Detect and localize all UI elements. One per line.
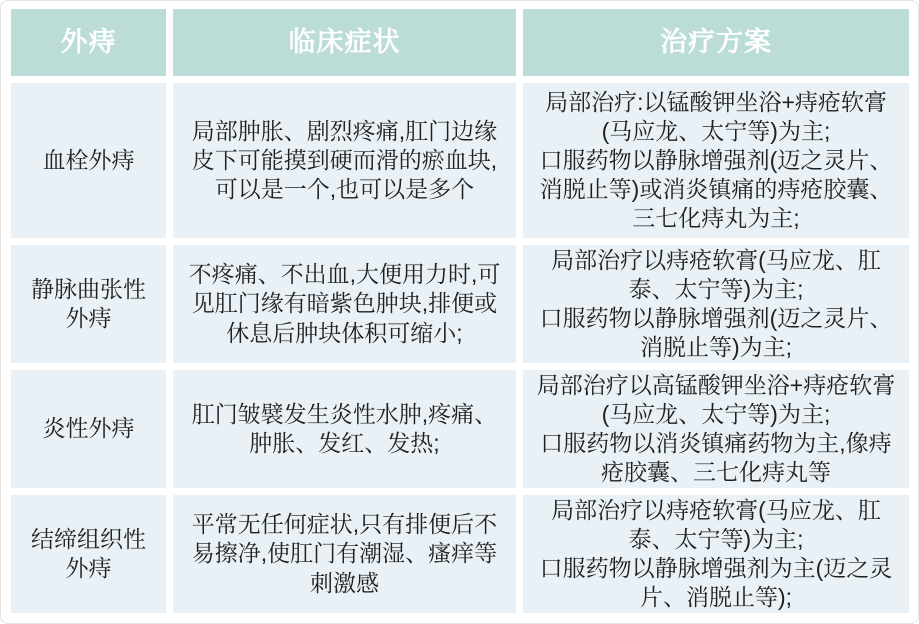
column-header-type-label: 外痔: [60, 27, 117, 58]
row-treatment-varicose: [523, 245, 909, 363]
row-name-label: 血栓外痔: [42, 146, 135, 173]
row-treatment-inflammatory: [523, 370, 909, 488]
row-symptoms-inflammatory: [173, 370, 516, 488]
symptoms-text: 平常无任何症状,只有排便后不易擦净,使肛门有潮湿、瘙痒等刺激感: [191, 511, 498, 596]
symptoms-text: 肛门皱襞发生炎性水肿,疼痛、肿胀、发红、发热;: [191, 400, 498, 456]
column-header-treatment-label: 治疗方案: [660, 27, 772, 58]
treatment-oral: 口服药物以消炎镇痛药物为主,像痔疮胶囊、三七化痔丸等: [540, 430, 892, 486]
row-treatment-thrombotic: [523, 83, 909, 238]
column-header-treatment: [523, 9, 909, 76]
row-name-label: 静脉曲张性外痔: [31, 275, 146, 331]
row-symptoms-thrombotic: [173, 83, 516, 238]
row-symptoms-connective-tissue: [173, 495, 516, 613]
symptoms-text: 局部肿胀、剧烈疼痛,肛门边缘皮下可能摸到硬而滑的瘀血块,可以是一个,也可以是多个: [191, 117, 498, 203]
row-name-label: 结缔组织性外痔: [31, 525, 146, 581]
row-treatment-connective-tissue: [523, 495, 909, 613]
column-header-symptoms-label: 临床症状: [288, 27, 401, 58]
treatment-local: 局部治疗以高锰酸钾坐浴+痔疮软膏(马应龙、太宁等)为主;: [536, 371, 896, 427]
treatment-oral: 口服药物以静脉增强剂(迈之灵片、消脱止等)为主;: [539, 305, 893, 361]
treatment-local: 局部治疗以痔疮软膏(马应龙、肛泰、太宁等)为主;: [551, 246, 881, 302]
column-header-symptoms: [173, 9, 516, 76]
column-header-type: [11, 9, 166, 76]
row-symptoms-varicose: [173, 245, 516, 363]
treatment-local: 局部治疗:以锰酸钾坐浴+痔疮软膏(马应龙、太宁等)为主;: [545, 88, 887, 144]
row-name-varicose: [11, 245, 166, 363]
treatment-oral: 口服药物以静脉增强剂(迈之灵片、消脱止等)或消炎镇痛的痔疮胶囊、三七化痔丸为主;: [539, 146, 893, 232]
treatment-oral: 口服药物以静脉增强剂为主(迈之灵片、消脱止等);: [539, 555, 893, 611]
row-name-thrombotic: [11, 83, 166, 238]
row-name-label: 炎性外痔: [42, 415, 135, 442]
row-name-inflammatory: [11, 370, 166, 488]
symptoms-text: 不疼痛、不出血,大便用力时,可见肛门缘有暗紫色肿块,排便或休息后肿块体积可缩小;: [188, 261, 501, 346]
treatment-local: 局部治疗以痔疮软膏(马应龙、肛泰、太宁等)为主;: [551, 496, 881, 552]
hemorrhoid-comparison-table: [11, 9, 909, 613]
row-name-connective-tissue: [11, 495, 166, 613]
